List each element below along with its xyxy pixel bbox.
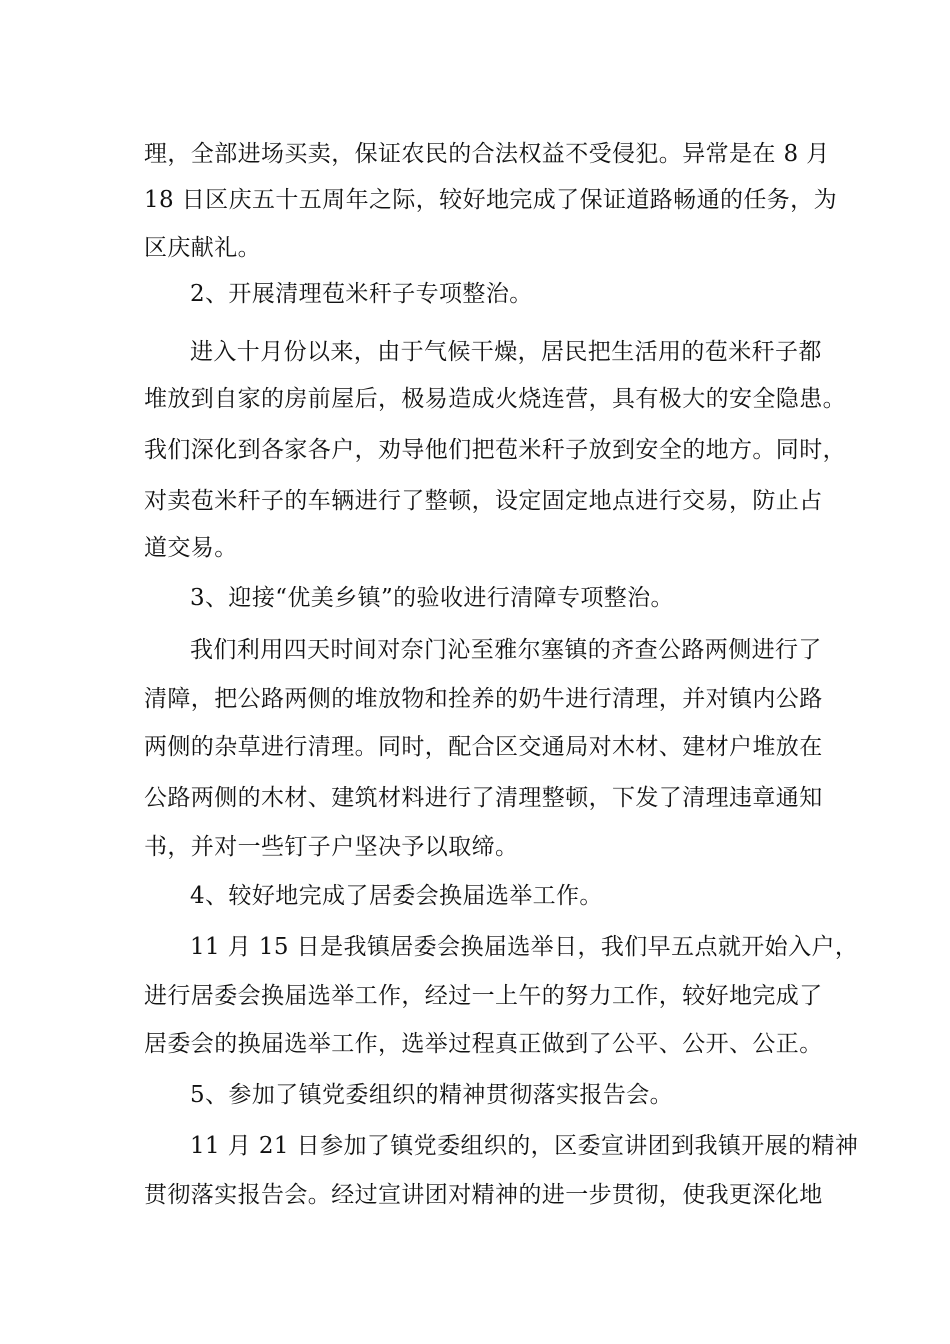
paragraph-line: 公路两侧的木材、建筑材料进行了清理整顿，下发了清理违章通知 <box>144 785 823 811</box>
paragraph-line: 对卖苞米秆子的车辆进行了整顿，设定固定地点进行交易，防止占 <box>144 488 823 514</box>
section-heading: 2、开展清理苞米秆子专项整治。 <box>190 281 533 307</box>
paragraph-line: 两侧的杂草进行清理。同时，配合区交通局对木材、建材户堆放在 <box>144 734 823 760</box>
paragraph-line: 清障，把公路两侧的堆放物和拴养的奶牛进行清理，并对镇内公路 <box>144 686 823 712</box>
section-heading: 4、较好地完成了居委会换届选举工作。 <box>190 883 603 909</box>
paragraph-line: 道交易。 <box>144 535 238 561</box>
paragraph-line: 我们利用四天时间对奈门沁至雅尔塞镇的齐查公路两侧进行了 <box>190 637 822 663</box>
paragraph-line: 进入十月份以来，由于气候干燥，居民把生活用的苞米秆子都 <box>190 339 822 365</box>
paragraph-line: 理，全部进场买卖，保证农民的合法权益不受侵犯。异常是在 8 月 <box>144 141 830 167</box>
paragraph-line: 居委会的换届选举工作，选举过程真正做到了公平、公开、公正。 <box>144 1031 823 1057</box>
paragraph-line: 区庆献礼。 <box>144 235 261 261</box>
paragraph-line: 贯彻落实报告会。经过宣讲团对精神的进一步贯彻，使我更深化地 <box>144 1182 823 1208</box>
section-heading: 3、迎接“优美乡镇”的验收进行清障专项整治。 <box>190 585 674 611</box>
paragraph-line: 18 日区庆五十五周年之际，较好地完成了保证道路畅通的任务，为 <box>144 187 837 213</box>
paragraph-line: 进行居委会换届选举工作，经过一上午的努力工作，较好地完成了 <box>144 983 823 1009</box>
paragraph-line: 我们深化到各家各户，劝导他们把苞米秆子放到安全的地方。同时， <box>144 437 846 463</box>
section-heading: 5、参加了镇党委组织的精神贯彻落实报告会。 <box>190 1082 674 1108</box>
paragraph-line: 书，并对一些钉子户坚决予以取缔。 <box>144 834 519 860</box>
paragraph-line: 11 月 21 日参加了镇党委组织的，区委宣讲团到我镇开展的精神 <box>190 1133 859 1159</box>
paragraph-line: 11 月 15 日是我镇居委会换届选举日，我们早五点就开始入户， <box>190 934 859 960</box>
paragraph-line: 堆放到自家的房前屋后，极易造成火烧连营，具有极大的安全隐患。 <box>144 386 846 412</box>
